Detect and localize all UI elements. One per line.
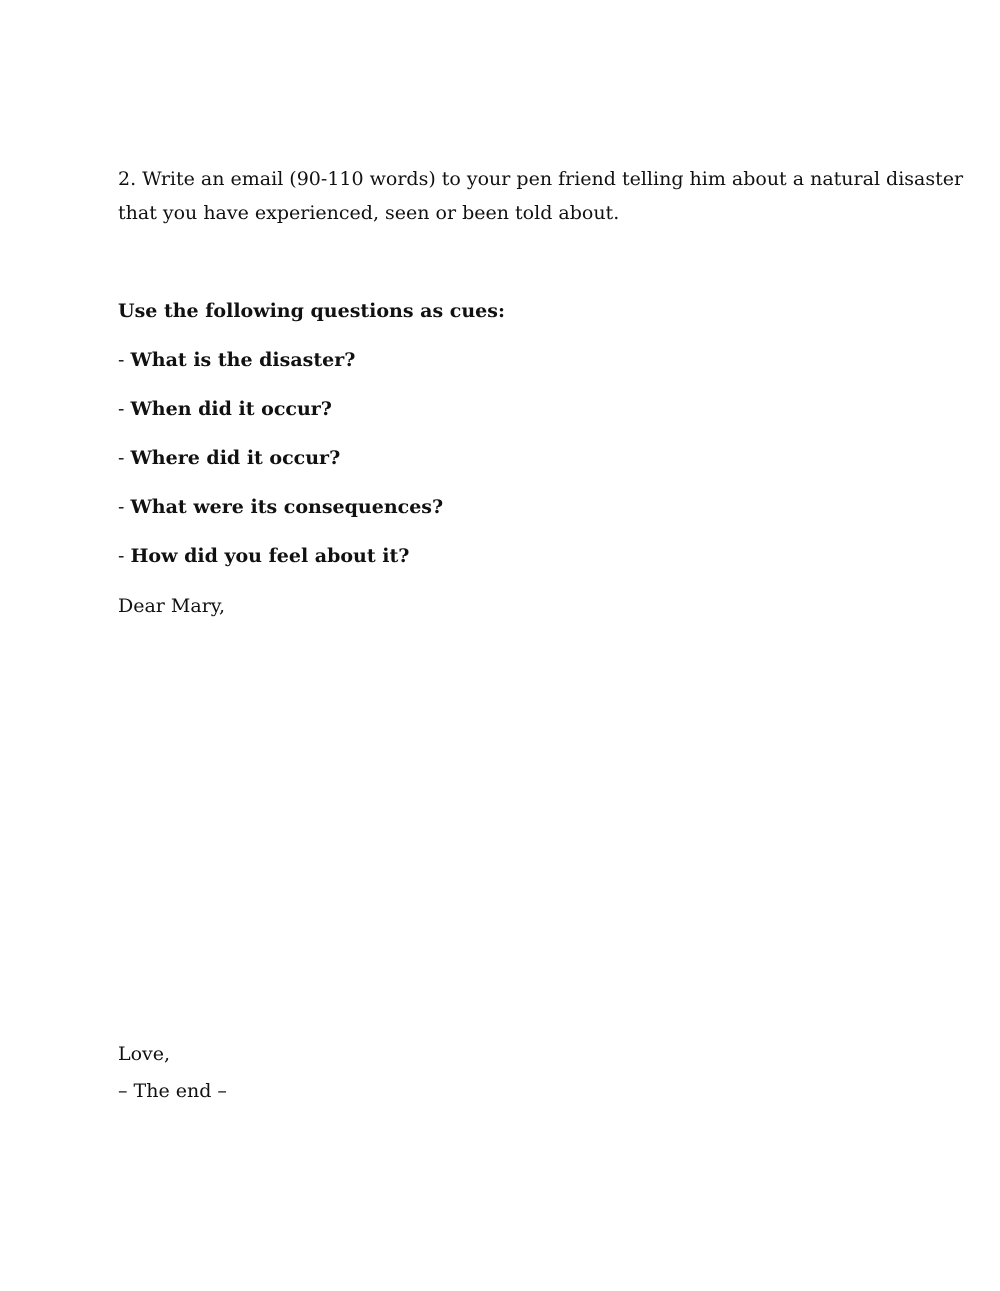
cues-heading: Use the following questions as cues: [118,300,505,322]
cue-text: What is the disaster? [130,349,356,371]
cue-text: How did you feel about it? [130,545,410,567]
cue-item [118,348,355,372]
cue-text: What were its consequences? [130,496,444,518]
cue-dash: - [118,349,131,371]
task-line-2: that you have experienced, seen or been told about. [118,202,620,224]
cue-item [118,446,340,470]
letter-end: – The end – [118,1080,227,1102]
task-line-1: 2. Write an email (90-110 words) to your pen friend telling him about a natural disaster [118,168,964,190]
cue-text: When did it occur? [130,398,332,420]
letter-closing: Love, [118,1043,171,1065]
letter-greeting: Dear Mary, [118,595,226,617]
cue-item [118,397,332,421]
cue-dash: - [118,496,131,518]
cue-item [118,495,443,519]
cue-dash: - [118,398,131,420]
cue-dash: - [118,447,131,469]
cue-text: Where did it occur? [130,447,341,469]
cue-item [118,544,409,568]
cue-dash: - [118,545,131,567]
